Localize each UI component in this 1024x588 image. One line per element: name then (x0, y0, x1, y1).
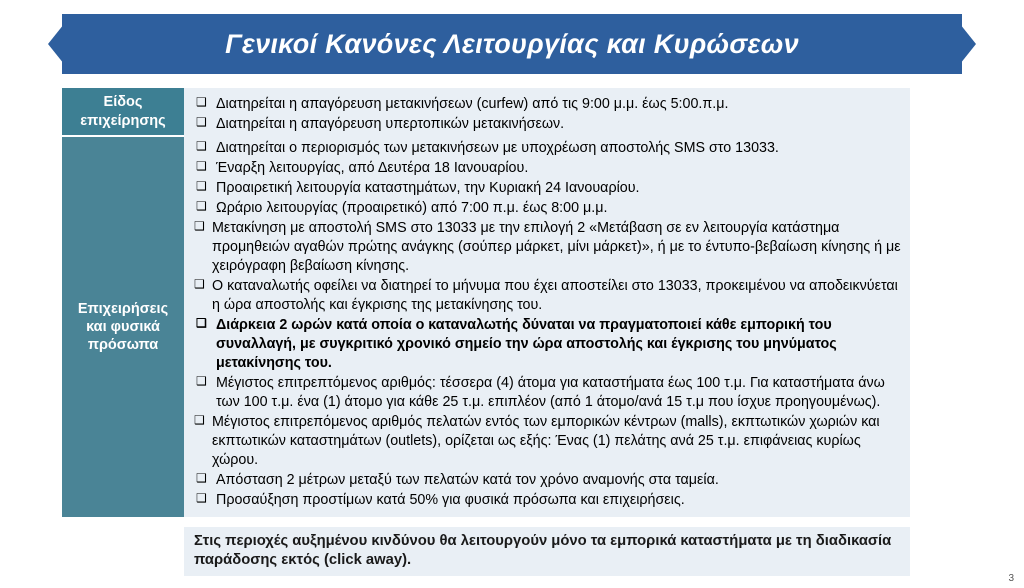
list-item: ❑ Διάρκεια 2 ωρών κατά οποία ο καταναλωτής δύναται να πραγματοποιεί κάθε εμπορική του συναλλαγή, με συγκριτικό χρονικό σημείο την ώρα αποστολής και έγκρισης του μηνύματος μετακίνησης του. (194, 316, 902, 373)
list-item: ❑ Ωράριο λειτουργίας (προαιρετικό) από 7:00 π.μ. έως 8:00 μ.μ. (194, 199, 902, 218)
list-item: ❑ Διατηρείται ο περιορισμός των μετακινήσεων με υποχρέωση αποστολής SMS στο 13033. (194, 139, 902, 158)
footer-note: Στις περιοχές αυξημένου κινδύνου θα λειτουργούν μόνο τα εμπορικά καταστήματα με τη διαδικασία παράδοσης εκτός (click away). (184, 527, 910, 576)
row-header-business-type: Είδος επιχείρησης (62, 88, 184, 137)
row-header-businesses-persons: Επιχειρήσεις και φυσικά πρόσωπα (62, 137, 184, 519)
list-item: ❑ Ο καταναλωτής οφείλει να διατηρεί το μήνυμα που έχει αποστείλει στο 13033, προκειμένου να αποδεικνύεται η ώρα αποστολής και έγκρισης της μετακίνησης του. (194, 277, 902, 315)
list-item: ❑ Διατηρείται η απαγόρευση μετακινήσεων (curfew) από τις 9:00 μ.μ. έως 5:00.π.μ. (194, 95, 902, 114)
list-item: ❑ Μέγιστος επιτρεπτόμενος αριθμός: τέσσερα (4) άτομα για καταστήματα έως 100 τ.μ. Για καταστήματα άνω των 100 τ.μ. ένα (1) άτομο για κάθε 25 τ.μ. επιπλέον (από 1 άτομο/ανά 15 τ.μ που ίσχυε προηγουμένως). (194, 374, 902, 412)
table-row (62, 88, 910, 137)
page-title: Γενικοί Κανόνες Λειτουργίας και Κυρώσεων (225, 28, 799, 59)
table-row (62, 137, 910, 519)
slide-title-banner (62, 14, 962, 74)
row-content-businesses-persons (184, 137, 910, 519)
list-item: ❑ Διατηρείται η απαγόρευση υπερτοπικών μετακινήσεων. (194, 115, 902, 134)
bullet-list-rules (194, 139, 902, 510)
list-item: ❑ Προσαύξηση προστίμων κατά 50% για φυσικά πρόσωπα και επιχειρήσεις. (194, 491, 902, 510)
footer-spacer (62, 527, 184, 573)
row-content-business-type (184, 88, 910, 137)
bullet-list-curfew (194, 95, 902, 134)
list-item: ❑ Μέγιστος επιτρεπόμενος αριθμός πελατών εντός των εμπορικών κέντρων (malls), εκπτωτικών χωριών και εκπτωτικών καταστημάτων (outlets), ορίζεται ως εξής: Ένας (1) πελάτης ανά 25 τ.μ. επιφάνειας κυρίως χώρου. (194, 413, 902, 470)
page-number: 3 (1008, 573, 1014, 584)
list-item: ❑ Μετακίνηση με αποστολή SMS στο 13033 με την επιλογή 2 «Μετάβαση σε εν λειτουργία κατάστημα προμηθειών αγαθών πρώτης ανάγκης (σούπερ μάρκετ, μίνι μάρκετ)», ή με το έντυπο-βεβαίωση κίνησης ή με χειρόγραφη βεβαίωση κίνησης. (194, 219, 902, 276)
list-item: ❑ Απόσταση 2 μέτρων μεταξύ των πελατών κατά τον χρόνο αναμονής στα ταμεία. (194, 471, 902, 490)
list-item: ❑ Έναρξη λειτουργίας, από Δευτέρα 18 Ιανουαρίου. (194, 159, 902, 178)
list-item: ❑ Προαιρετική λειτουργία καταστημάτων, την Κυριακή 24 Ιανουαρίου. (194, 179, 902, 198)
rules-table (62, 88, 910, 519)
